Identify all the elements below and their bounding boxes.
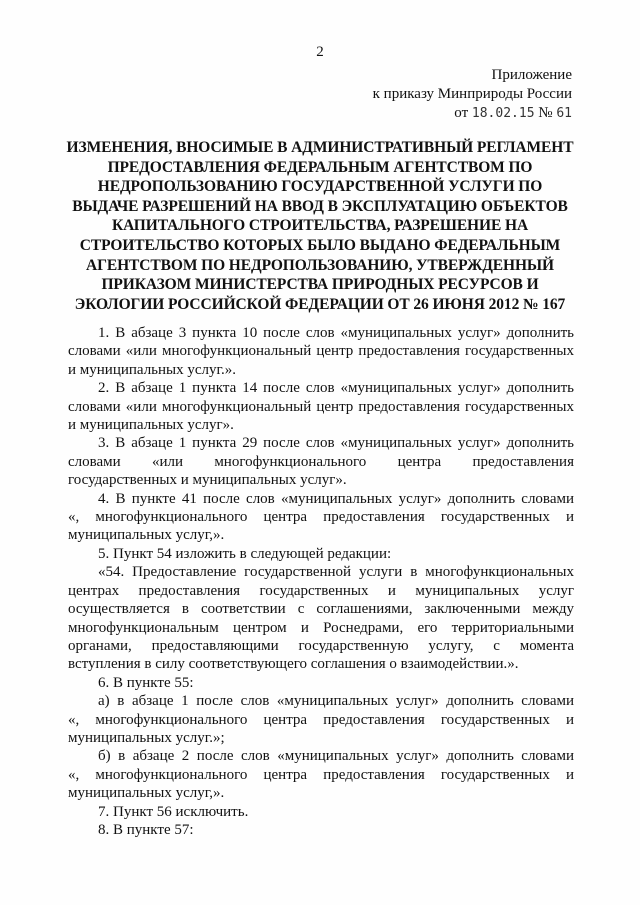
paragraph bbox=[68, 379, 574, 434]
paragraph bbox=[68, 747, 574, 802]
paragraph bbox=[68, 324, 574, 379]
title-line: ПРИКАЗОМ МИНИСТЕРСТВА ПРИРОДНЫХ РЕСУРСОВ И bbox=[101, 276, 539, 294]
paragraph-line: а) в абзаце 1 после слов «муниципальных услуг» дополнить словами bbox=[98, 693, 574, 710]
paragraph-line: словами «или многофункциональный центр предоставления государственных bbox=[68, 398, 574, 415]
paragraph-line: осуществляется в соответствии с соглашениями, заключенными между bbox=[68, 601, 574, 618]
paragraph-line: 1. В абзаце 3 пункта 10 после слов «муниципальных услуг» дополнить bbox=[98, 325, 574, 341]
appendix-order-date-line bbox=[373, 104, 572, 123]
title-line: НЕДРОПОЛЬЗОВАНИЮ ГОСУДАРСТВЕННОЙ УСЛУГИ ПО bbox=[97, 178, 543, 196]
appendix-label: Приложение bbox=[491, 67, 572, 83]
paragraph-line: и муниципальных услуг.». bbox=[68, 361, 236, 378]
paragraph bbox=[68, 490, 574, 545]
title-line: СТРОИТЕЛЬСТВО КОТОРЫХ БЫЛО ВЫДАНО ФЕДЕРАЛЬНЫМ bbox=[79, 236, 561, 254]
paragraph bbox=[68, 803, 574, 821]
paragraph-line: 5. Пункт 54 изложить в следующей редакции: bbox=[98, 545, 392, 562]
paragraph-line: 3. В абзаце 1 пункта 29 после слов «муниципальных услуг» дополнить bbox=[98, 435, 574, 452]
paragraph-line: многофункциональным центром и Роснедрами, его территориальными bbox=[68, 619, 574, 636]
paragraph-line: муниципальных услуг,». bbox=[68, 785, 225, 802]
order-number-label: № bbox=[538, 105, 553, 121]
paragraph-line: словами «или многофункционального центра предоставления bbox=[68, 453, 574, 470]
paragraph-line: 7. Пункт 56 исключить. bbox=[98, 803, 249, 820]
paragraph-line: 2. В абзаце 1 пункта 14 после слов «муниципальных услуг» дополнить bbox=[98, 380, 574, 397]
order-number: 61 bbox=[556, 106, 572, 121]
paragraph-line: «54. Предоставление государственной услуги в многофункциональных bbox=[98, 564, 574, 581]
paragraph bbox=[68, 821, 574, 839]
paragraph-line: муниципальных услуг.»; bbox=[68, 729, 225, 746]
paragraph-line: 8. В пункте 57: bbox=[98, 821, 194, 838]
title-line: КАПИТАЛЬНОГО СТРОИТЕЛЬСТВА, РАЗРЕШЕНИЕ НА bbox=[111, 217, 529, 235]
appendix-header bbox=[373, 66, 572, 123]
title-line: ЭКОЛОГИИ РОССИЙСКОЙ ФЕДЕРАЦИИ ОТ 26 ИЮНЯ 2012 № 167 bbox=[74, 295, 566, 313]
paragraph bbox=[68, 674, 574, 692]
title-line: ПРЕДОСТАВЛЕНИЯ ФЕДЕРАЛЬНЫМ АГЕНТСТВОМ ПО bbox=[107, 158, 533, 176]
order-prefix: от bbox=[454, 105, 469, 121]
paragraph-line: органами, предоставляющими государственную услугу, с момента bbox=[68, 637, 574, 654]
order-date: 18.02.15 bbox=[471, 106, 535, 121]
document-body bbox=[68, 324, 574, 839]
paragraph bbox=[68, 692, 574, 747]
title-line: ВЫДАЧЕ РАЗРЕШЕНИЙ НА ВВОД В ЭКСПЛУАТАЦИЮ ОБЪЕКТОВ bbox=[72, 197, 568, 215]
paragraph-line: и муниципальных услуг». bbox=[68, 417, 234, 434]
paragraph-line: «, многофункционального центра предоставления государственных и bbox=[68, 766, 574, 783]
paragraph-line: вступления в силу соответствующего соглашения о взаимодействии.». bbox=[68, 656, 519, 673]
document-title bbox=[64, 138, 576, 314]
appendix-order-reference: к приказу Минприроды России bbox=[372, 86, 572, 102]
paragraph-line: словами «или многофункциональный центр предоставления государственных bbox=[68, 343, 574, 360]
paragraph-line: государственных и муниципальных услуг». bbox=[68, 472, 347, 489]
paragraph bbox=[68, 545, 574, 563]
paragraph bbox=[68, 434, 574, 489]
paragraph-line: 6. В пункте 55: bbox=[98, 674, 194, 691]
paragraph-line: 4. В пункте 41 после слов «муниципальных услуг» дополнить словами bbox=[98, 490, 574, 507]
paragraph bbox=[68, 563, 574, 673]
title-line: ИЗМЕНЕНИЯ, ВНОСИМЫЕ В АДМИНИСТРАТИВНЫЙ РЕГЛАМЕНТ bbox=[66, 139, 574, 156]
page-number: 2 bbox=[316, 44, 324, 60]
paragraph-line: б) в абзаце 2 после слов «муниципальных услуг» дополнить словами bbox=[98, 748, 574, 765]
title-line: АГЕНТСТВОМ ПО НЕДРОПОЛЬЗОВАНИЮ, УТВЕРЖДЕННЫЙ bbox=[86, 256, 554, 274]
paragraph-line: центрах предоставления государственных и муниципальных услуг bbox=[68, 582, 574, 599]
paragraph-line: «, многофункционального центра предоставления государственных и bbox=[68, 711, 574, 728]
paragraph-line: муниципальных услуг,». bbox=[68, 527, 225, 544]
paragraph-line: «, многофункционального центра предоставления государственных и bbox=[68, 509, 574, 526]
